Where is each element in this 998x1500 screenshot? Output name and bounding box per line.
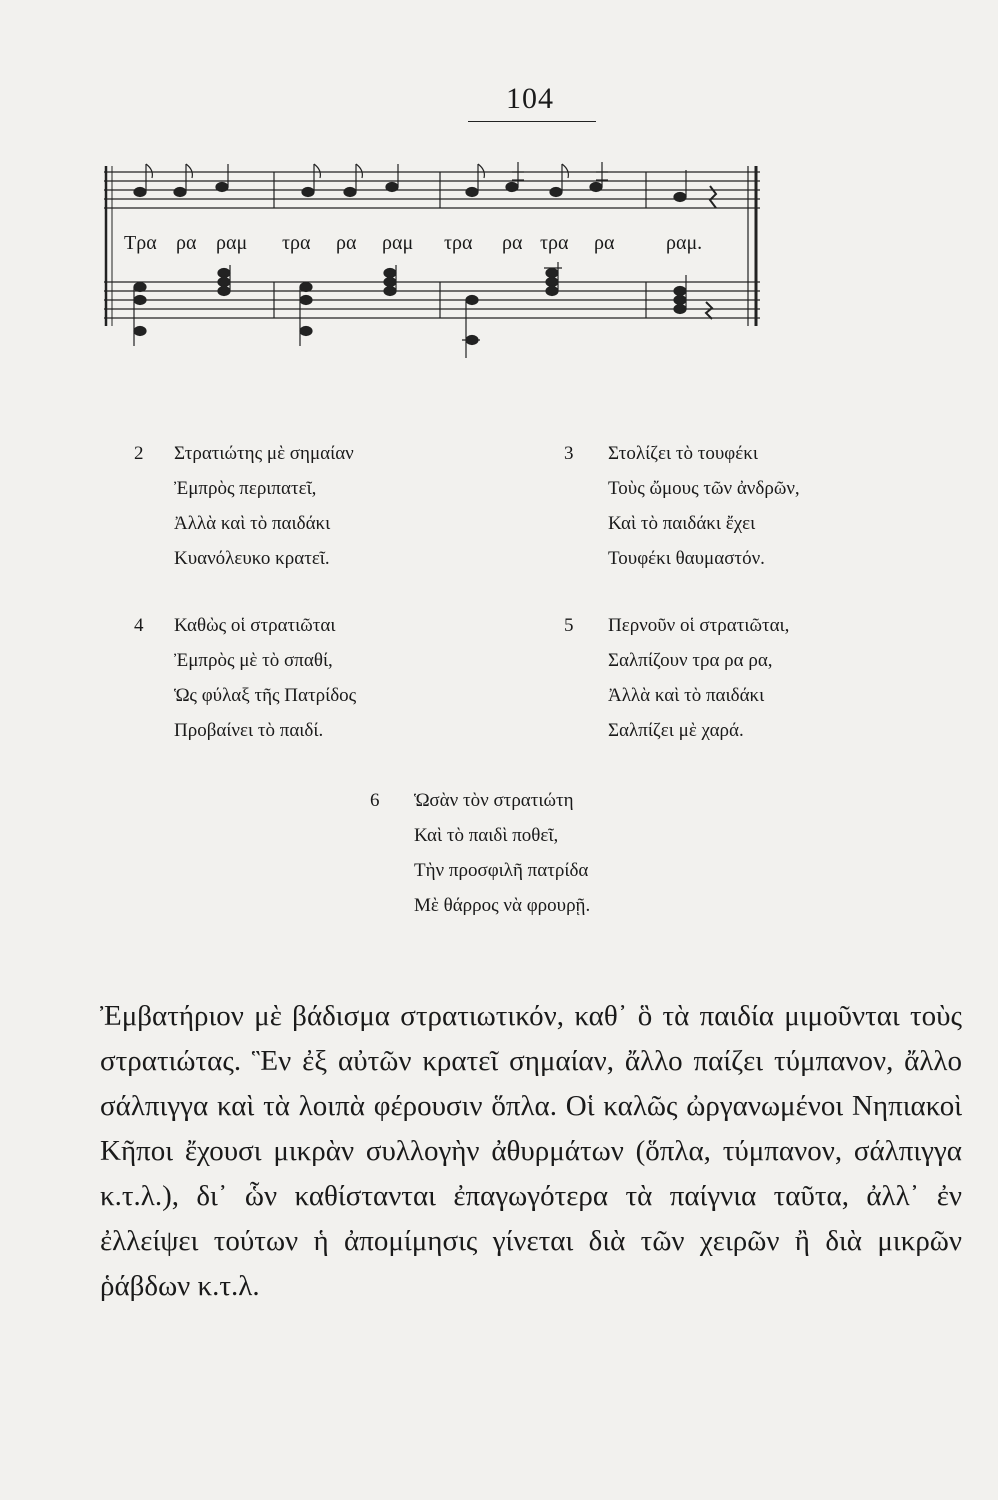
- stanza-line: Σαλπίζουν τρα ρα ρα,: [608, 650, 773, 671]
- game-description: Ἐμβατήριον μὲ βάδισμα στρατιωτικόν, καθ᾽ ὃ τὰ παιδία μιμοῦνται τοὺς στρατιώτας. Ἓν ἐξ αὐτῶν κρατεῖ σημαίαν, ἄλλο παίζει τύμπανον, ἄλλο σάλπιγγα καὶ τὰ λοιπὰ φέρουσιν ὅπλα. Οἱ καλῶς ὠργανωμένοι Νηπιακοὶ Κῆποι ἔχουσι μικρὰν συλλογὴν ἀθυρμάτων (ὅπλα, τύμπανον, σάλπιγγα κ.τ.λ.), δι᾽ ὧν καθίστανται ἐπαγωγότερα τὰ παίγνια ταῦτα, ἀλλ᾽ ἐν ἐλλείψει τούτων ἡ ἀπομίμησις γίνεται διὰ τῶν χειρῶν ἢ διὰ μικρῶν ῥάβδων κ.τ.λ.: [100, 1000, 962, 1302]
- stanza-line: Τουφέκι θαυμαστόν.: [608, 548, 765, 569]
- stanza-line: Ὡς φύλαξ τῆς Πατρίδος: [174, 685, 357, 706]
- music-score: [100, 150, 780, 360]
- stanza-line: Περνοῦν οἱ στρατιῶται,: [608, 615, 790, 636]
- stanza-6: [370, 783, 700, 928]
- stanza-2: [134, 436, 464, 581]
- lyric-syllable: ρα: [502, 232, 523, 254]
- stanza-line: Στολίζει τὸ τουφέκι: [608, 443, 758, 464]
- stanza-line: Σαλπίζει μὲ χαρά.: [608, 720, 744, 741]
- stanza-number: 4: [134, 615, 144, 636]
- stanza-number: 5: [564, 615, 574, 636]
- upper-notes: [134, 162, 716, 208]
- lyric-syllable: ραμ.: [666, 232, 703, 254]
- stanza-3: [564, 436, 894, 581]
- stanza-line: Ἀλλὰ καὶ τὸ παιδάκι: [174, 513, 331, 534]
- stanza-line: Μὲ θάρρος νὰ φρουρῇ.: [414, 895, 591, 916]
- lower-staff: [104, 282, 760, 318]
- lyric-syllable: ραμ: [216, 232, 248, 254]
- lyric-syllable: τρα: [282, 232, 311, 254]
- lower-notes: [134, 262, 712, 358]
- stanza-line: Καθὼς οἱ στρατιῶται: [174, 615, 336, 636]
- stanza-number: 2: [134, 443, 144, 464]
- stanza-line: Καὶ τὸ παιδὶ ποθεῖ,: [414, 825, 559, 846]
- lyric-syllable: τρα: [444, 232, 473, 254]
- stanza-line: Κυανόλευκο κρατεῖ.: [174, 548, 330, 569]
- lyric-syllable: Τρα: [124, 232, 157, 254]
- stanza-number: 3: [564, 443, 574, 464]
- lyric-syllable: ρα: [176, 232, 197, 254]
- page-number: 104: [506, 82, 554, 115]
- stanza-4: [134, 608, 464, 753]
- page-number-rule: [468, 121, 596, 122]
- stanza-5: [564, 608, 894, 753]
- lyric-syllable: ραμ: [382, 232, 414, 254]
- stanza-number: 6: [370, 790, 380, 811]
- music-notation: [100, 150, 780, 360]
- lyric-syllable: τρα: [540, 232, 569, 254]
- lyric-syllable: ρα: [594, 232, 615, 254]
- stanza-line: Τὴν προσφιλῆ πατρίδα: [414, 860, 589, 881]
- stanza-line: Προβαίνει τὸ παιδί.: [174, 720, 324, 741]
- upper-staff: [104, 172, 760, 208]
- stanza-line: Καὶ τὸ παιδάκι ἔχει: [608, 513, 756, 534]
- stanza-line: Τοὺς ὤμους τῶν ἀνδρῶν,: [608, 478, 800, 499]
- stanza-line: Ἐμπρὸς περιπατεῖ,: [174, 478, 317, 499]
- stanza-line: Ὡσὰν τὸν στρατιώτη: [414, 790, 574, 811]
- stanza-line: Στρατιώτης μὲ σημαίαν: [174, 443, 354, 464]
- stanza-line: Ἐμπρὸς μὲ τὸ σπαθί,: [174, 650, 333, 671]
- lyric-syllable: ρα: [336, 232, 357, 254]
- stanza-line: Ἀλλὰ καὶ τὸ παιδάκι: [608, 685, 765, 706]
